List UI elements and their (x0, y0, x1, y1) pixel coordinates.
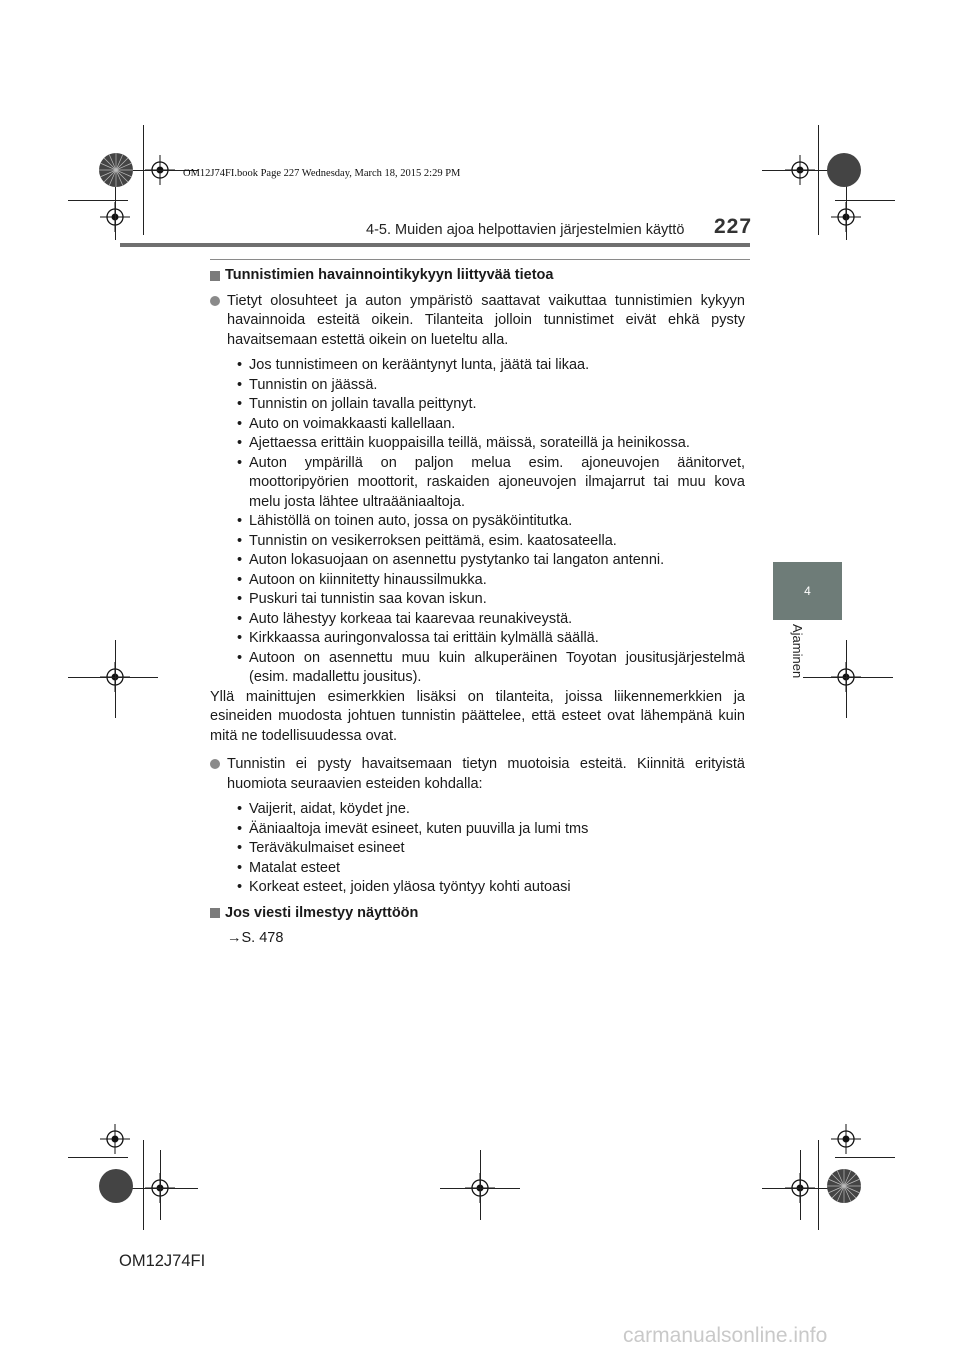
paragraph: Yllä mainittujen esimerkkien lisäksi on tilanteita, joissa liikennemerkkien ja esineiden muodosta johtuen tunnistin päättelee, että esteet ovat lähempänä kuin mitä ne todellisuudessa ovat. (210, 688, 745, 744)
starburst-mark-icon (98, 152, 134, 188)
bullet-text: Tunnistin ei pysty havaitsemaan tietyn muotoisia esteitä. Kiinnitä erityistä huomiota seuraavien esteiden kohdalla: (227, 756, 745, 792)
list-item: • Auton ympärillä on paljon melua esim. ajoneuvojen äänitorvet, moottoripyörien moottorit, raskaiden ajoneuvojen ilmajarrut tai muu kova melu josta lähtee ultraääniaaltoja. (237, 454, 745, 513)
chapter-label: Ajaminen (790, 624, 805, 679)
starburst-mark-icon (98, 1168, 134, 1204)
watermark: carmanualsonline.info (623, 1324, 828, 1347)
list-item: • Auto on voimakkaasti kallellaan. (237, 415, 745, 435)
header-rule (120, 243, 750, 247)
list-item: • Autoon on kiinnitetty hinaussilmukka. (237, 571, 745, 591)
obstacle-list (210, 800, 745, 898)
square-bullet-icon (210, 271, 220, 281)
section-heading-text: Tunnistimien havainnointikykyyn liittyvää tietoa (225, 267, 554, 283)
list-item: • Tunnistin on jollain tavalla peittynyt. (237, 395, 745, 415)
list-item: • Auton lokasuojaan on asennettu pystytanko tai langaton antenni. (237, 551, 745, 571)
section-heading-text: Jos viesti ilmestyy näyttöön (225, 904, 419, 921)
header-thin-rule (210, 259, 750, 260)
section-heading (210, 266, 745, 286)
list-item: • Teräväkulmaiset esineet (237, 839, 745, 859)
list-item: • Ajettaessa erittäin kuoppaisilla teillä, mäissä, sorateillä ja heinikossa. (237, 434, 745, 454)
running-title: 4-5. Muiden ajoa helpottavien järjestelmien käyttö (366, 222, 685, 238)
list-item: • Lähistöllä on toinen auto, jossa on pysäköintitutka. (237, 512, 745, 532)
bullet-item (210, 292, 745, 351)
book-stamp: OM12J74FI.book Page 227 Wednesday, March 18, 2015 2:29 PM (183, 168, 461, 179)
square-bullet-icon (210, 908, 220, 918)
list-item: • Vaijerit, aidat, köydet jne. (237, 800, 745, 820)
manual-code: OM12J74FI (119, 1252, 206, 1270)
chapter-number: 4 (804, 584, 811, 598)
starburst-mark-icon (826, 152, 862, 188)
condition-list (210, 356, 745, 688)
chapter-tab (773, 562, 842, 620)
bullet-text: Tietyt olosuhteet ja auton ympäristö saattavat vaikuttaa tunnistimien kykyyn havainnoida esteitä oikein. Tilanteita jolloin tunnistimet eivät ehkä pysty havaitsemaan estettä oikein on lueteltu alla. (227, 292, 745, 348)
main-content (210, 263, 745, 949)
list-item: • Puskuri tai tunnistin saa kovan iskun. (237, 590, 745, 610)
page-number: 227 (714, 215, 753, 238)
list-item: • Korkeat esteet, joiden yläosa työntyy kohti autoasi (237, 878, 745, 898)
list-item: • Jos tunnistimeen on kerääntynyt lunta, jäätä tai likaa. (237, 356, 745, 376)
list-item: • Autoon on asennettu muu kuin alkuperäinen Toyotan jousitusjärjestelmä (esim. madallettu jousitus). (237, 649, 745, 688)
list-item: • Matalat esteet (237, 859, 745, 879)
registration-mark-icon (100, 1124, 130, 1154)
bullet-item (210, 755, 745, 794)
section-heading (210, 904, 745, 924)
registration-mark-icon (831, 1124, 861, 1154)
list-item: • Auto lähestyy korkeaa tai kaarevaa reunakiveystä. (237, 610, 745, 630)
list-item: • Tunnistin on vesikerroksen peittämä, esim. kaatosateella. (237, 532, 745, 552)
list-item: • Kirkkaassa auringonvalossa tai erittäin kylmällä säällä. (237, 629, 745, 649)
list-item: • Ääniaaltoja imevät esineet, kuten puuvilla ja lumi tms (237, 820, 745, 840)
page-reference-link[interactable]: →S. 478 (227, 930, 284, 946)
list-item: • Tunnistin on jäässä. (237, 376, 745, 396)
starburst-mark-icon (826, 1168, 862, 1204)
circle-bullet-icon (210, 759, 220, 769)
circle-bullet-icon (210, 296, 220, 306)
